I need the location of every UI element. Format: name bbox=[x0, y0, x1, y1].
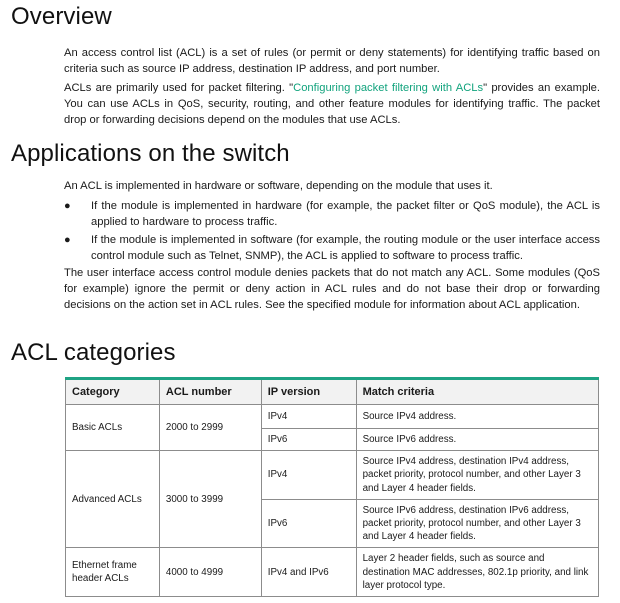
cell-acl-number: 4000 to 4999 bbox=[159, 548, 261, 597]
bullet-text-hardware: If the module is implemented in hardware (for example, the packet filter or QoS module), the ACL is applied to hardware to process traffic. bbox=[91, 200, 600, 228]
cell-acl-number: 3000 to 3999 bbox=[159, 451, 261, 548]
cell-ip-version: IPv6 bbox=[261, 429, 356, 451]
table-row bbox=[66, 548, 599, 597]
cell-ip-version: IPv6 bbox=[261, 499, 356, 548]
bullet-item-hardware bbox=[64, 199, 600, 231]
cell-match-criteria: Source IPv4 address, destination IPv4 address, packet priority, protocol number, and other Layer 3 and Layer 4 header fields. bbox=[356, 451, 598, 500]
cell-ip-version: IPv4 and IPv6 bbox=[261, 548, 356, 597]
header-acl-number: ACL number bbox=[159, 379, 261, 405]
heading-acl-categories: ACL categories bbox=[11, 339, 176, 366]
cell-category: Basic ACLs bbox=[66, 405, 160, 451]
applications-outro: The user interface access control module denies packets that do not match any ACL. Some modules (QoS for example) ignore the permit or deny action in ACL rules and do not base their drop or forwarding decisions on the action set in ACL rules. See the specified module for information about ACL application. bbox=[64, 267, 600, 311]
overview-paragraph-1: An access control list (ACL) is a set of rules (or permit or deny statements) for identifying traffic based on criteria such as source IP address, destination IP address, and port number. bbox=[64, 47, 600, 75]
packet-filtering-link[interactable]: Configuring packet filtering with ACLs bbox=[293, 82, 484, 94]
cell-ip-version: IPv4 bbox=[261, 405, 356, 429]
cell-match-criteria: Source IPv4 address. bbox=[356, 405, 598, 429]
overview-p2-text-before: ACLs are primarily used for packet filtering. " bbox=[64, 82, 294, 94]
header-category: Category bbox=[66, 379, 160, 405]
cell-category: Ethernet frame header ACLs bbox=[66, 548, 160, 597]
header-ip-version: IP version bbox=[261, 379, 356, 405]
cell-match-criteria: Layer 2 header fields, such as source and destination MAC addresses, 802.1p priority, and link layer protocol type. bbox=[356, 548, 598, 597]
cell-ip-version: IPv4 bbox=[261, 451, 356, 500]
table-row bbox=[66, 405, 599, 429]
header-match-criteria: Match criteria bbox=[356, 379, 598, 405]
acl-categories-table bbox=[65, 377, 599, 597]
cell-match-criteria: Source IPv6 address, destination IPv6 address, packet priority, protocol number, and other Layer 3 and Layer 4 header fields. bbox=[356, 499, 598, 548]
bullet-marker: ● bbox=[64, 234, 71, 246]
cell-acl-number: 2000 to 2999 bbox=[159, 405, 261, 451]
overview-paragraph-2 bbox=[64, 81, 600, 128]
table-row bbox=[66, 451, 599, 500]
table-header-row bbox=[66, 379, 599, 405]
bullet-text-software: If the module is implemented in software (for example, the routing module or the user interface access control module such as Telnet, SNMP), the ACL is applied to software to process traffic. bbox=[91, 234, 600, 262]
bullet-item-software bbox=[64, 233, 600, 265]
overview-p2-text-after: " provides an example. You can use ACLs in QoS, security, routing, and other feature modules for identifying traffic. The packet drop or forwarding decisions depend on the modules that use ACLs. bbox=[64, 82, 601, 126]
heading-applications: Applications on the switch bbox=[11, 140, 290, 167]
cell-category: Advanced ACLs bbox=[66, 451, 160, 548]
bullet-marker: ● bbox=[64, 200, 71, 212]
applications-intro: An ACL is implemented in hardware or software, depending on the module that uses it. bbox=[64, 180, 493, 192]
cell-match-criteria: Source IPv6 address. bbox=[356, 429, 598, 451]
heading-overview: Overview bbox=[11, 3, 112, 30]
